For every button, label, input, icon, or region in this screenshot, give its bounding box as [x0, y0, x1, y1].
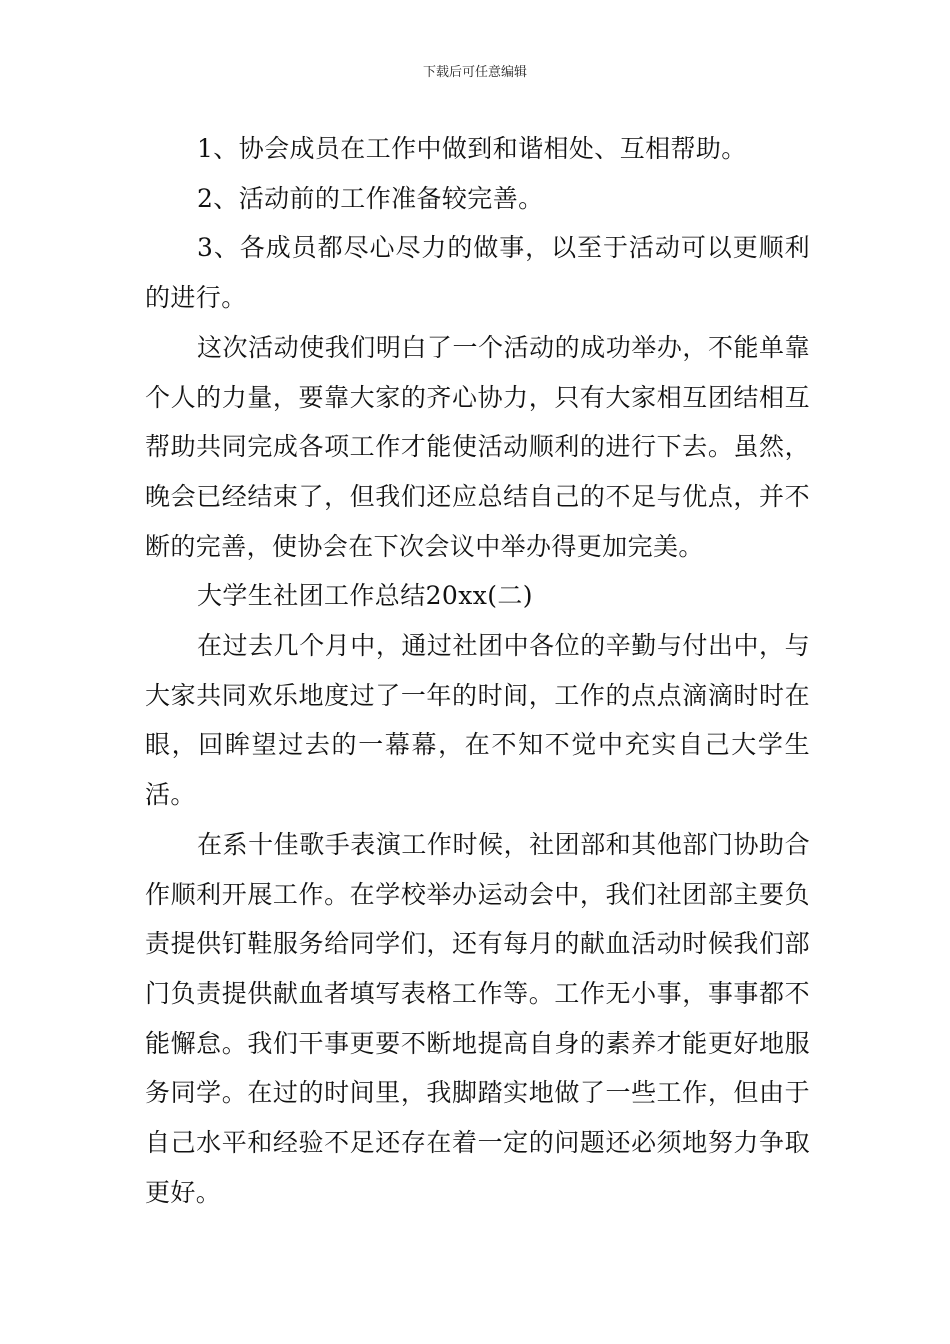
list-item-3: 3、各成员都尽心尽力的做事，以至于活动可以更顺利的进行。	[145, 233, 810, 313]
document-body	[145, 124, 810, 1217]
summary-paragraph: 这次活动使我们明白了一个活动的成功举办，不能单靠个人的力量，要靠大家的齐心协力，只有大家相互团结相互帮助共同完成各项工作才能使活动顺利的进行下去。虽然，晚会已经结束了，但我们还应总结自己的不足与优点，并不断的完善，使协会在下次会议中举办得更加完美。	[145, 332, 810, 561]
intro-paragraph: 在过去几个月中，通过社团中各位的辛勤与付出中，与大家共同欢乐地度过了一年的时间，工作的点点滴滴时时在眼，回眸望过去的一幕幕，在不知不觉中充实自己大学生活。	[145, 631, 810, 810]
work-paragraph: 在系十佳歌手表演工作时候，社团部和其他部门协助合作顺利开展工作。在学校举办运动会中，我们社团部主要负责提供钉鞋服务给同学们，还有每月的献血活动时候我们部门负责提供献血者填写表格工作等。工作无小事，事事都不能懈怠。我们干事更要不断地提高自身的素养才能更好地服务同学。在过的时间里，我脚踏实地做了一些工作，但由于自己水平和经验不足还存在着一定的问题还必须地努力争取更好。	[145, 829, 810, 1207]
list-item-2: 2、活动前的工作准备较完善。	[197, 183, 544, 213]
section-heading: 大学生社团工作总结20xx(二)	[197, 581, 533, 611]
list-item-1: 1、协会成员在工作中做到和谐相处、互相帮助。	[197, 134, 747, 163]
page-header-note: 下载后可任意编辑	[422, 65, 527, 80]
